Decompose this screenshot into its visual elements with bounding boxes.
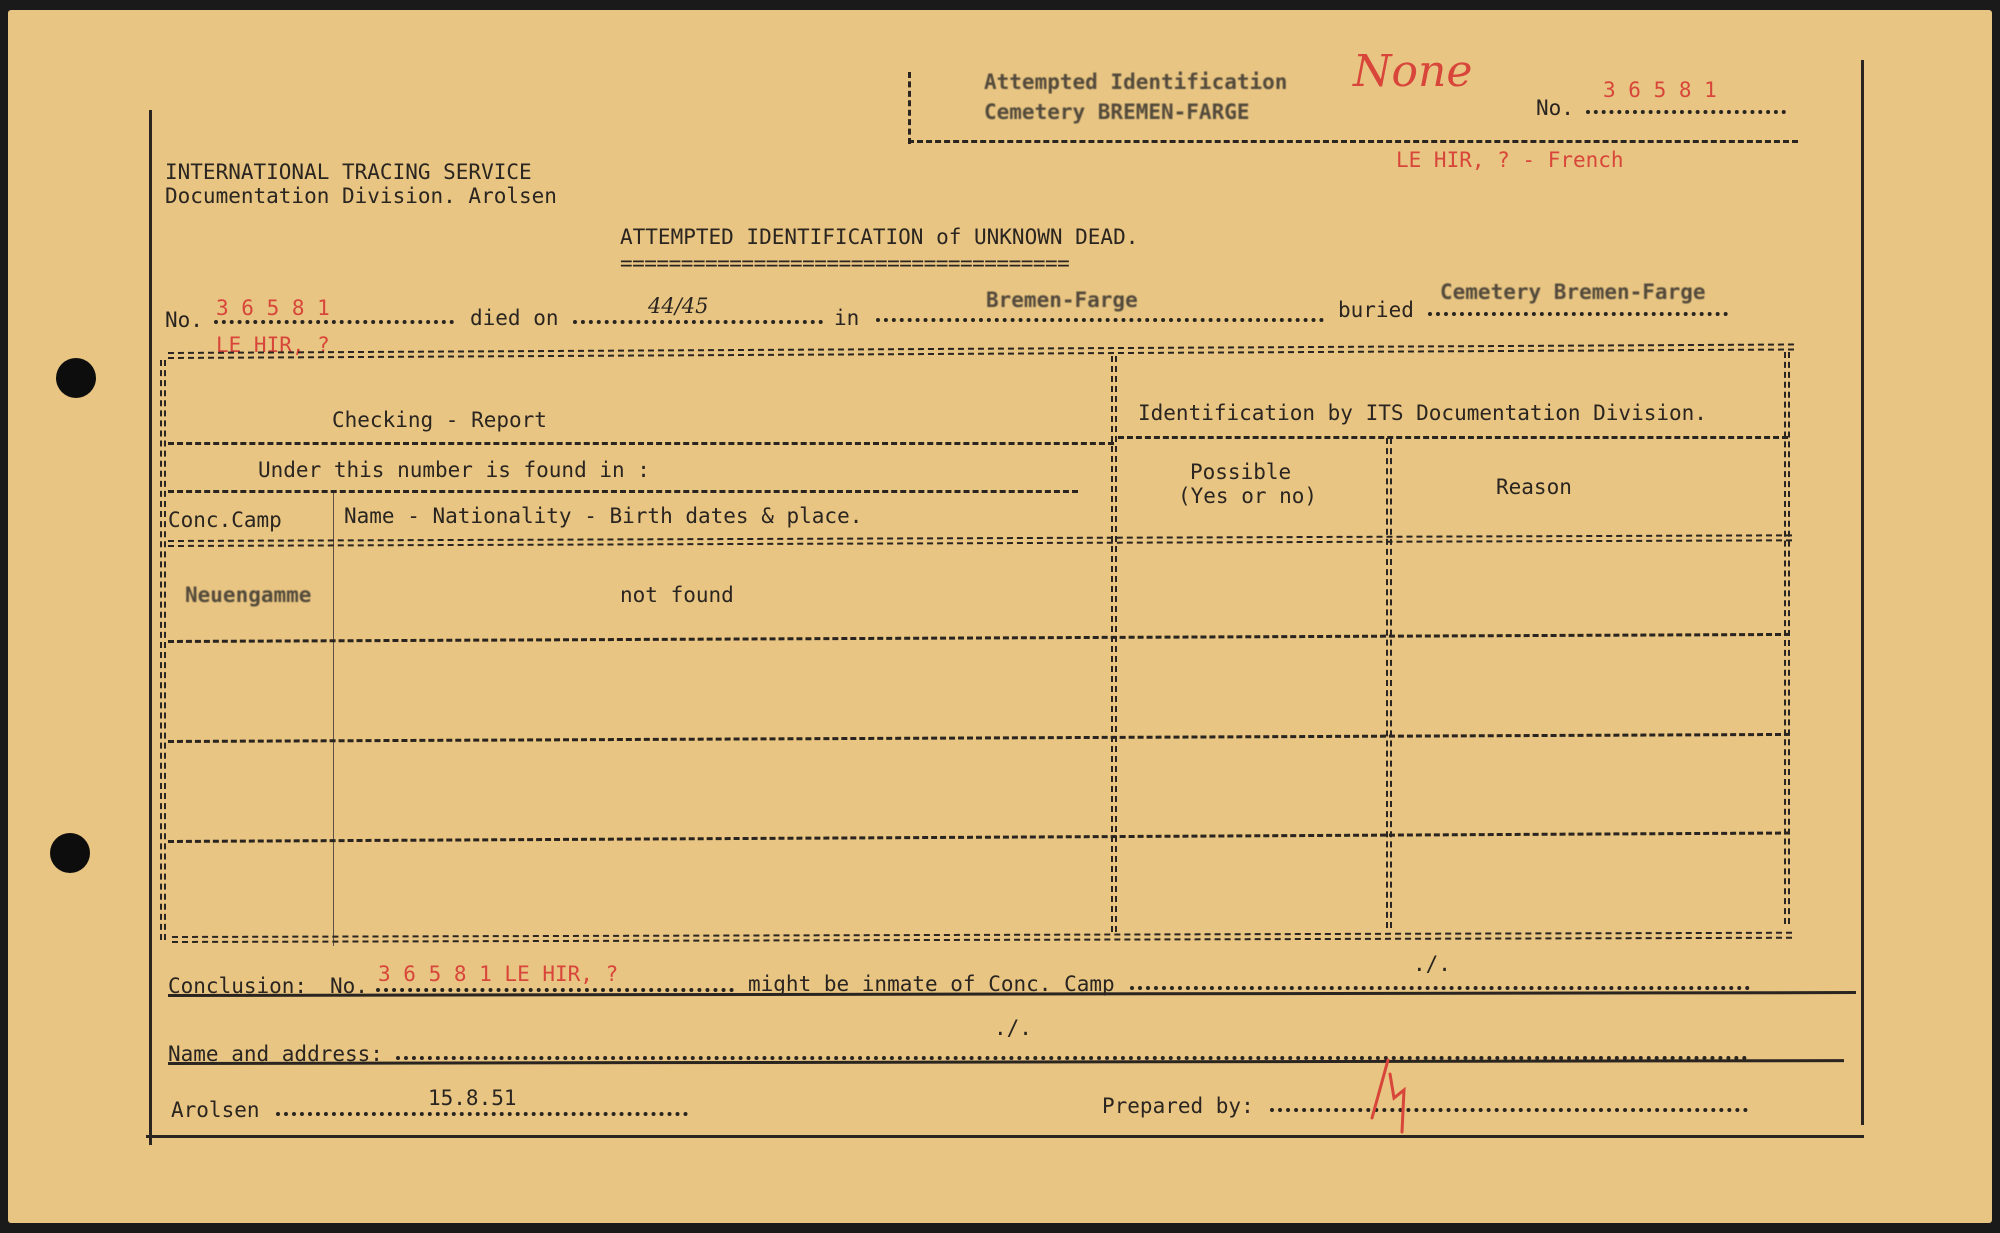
date-dots [276, 1112, 688, 1116]
record-name-value: LE HIR, ? [216, 333, 330, 357]
reason-heading: Reason [1496, 475, 1572, 499]
camp-dots [1130, 986, 1750, 990]
arolsen-label: Arolsen [171, 1098, 260, 1122]
row-rule-2 [168, 733, 1790, 743]
stamp-title: Attempted Identification [984, 70, 1288, 94]
bottom-frame-line [146, 1135, 1864, 1138]
stamp-box-left-border [908, 72, 911, 144]
table-possible-divider [1386, 438, 1392, 928]
right-frame-line [1861, 60, 1864, 1125]
stamp-no-dots [1586, 110, 1786, 114]
punch-hole-bottom [50, 833, 90, 873]
possible-heading-line-2: (Yes or no) [1178, 484, 1318, 508]
table-top-border [168, 343, 1794, 359]
conclusion-no-dots [376, 988, 734, 992]
table-bottom-border [172, 932, 1792, 943]
identification-heading: Identification by ITS Documentation Division. [1138, 401, 1707, 425]
col-camp-heading: Conc.Camp [168, 508, 282, 532]
left-frame-line [149, 110, 152, 1145]
form-title: ATTEMPTED IDENTIFICATION of UNKNOWN DEAD. [620, 225, 1139, 249]
camp-value: ./. [1413, 952, 1451, 976]
punch-hole-top [56, 358, 96, 398]
stamp-box-bottom-border [908, 140, 1798, 143]
inmate-label: might be inmate of Conc. Camp [748, 972, 1115, 996]
index-card [8, 10, 1992, 1223]
org-line-2: Documentation Division. Arolsen [165, 184, 557, 208]
place-dots [876, 318, 1324, 322]
conclusion-no-label: No. [330, 974, 368, 998]
column-header-rule [168, 534, 1792, 547]
buried-value: Cemetery Bremen-Farge [1440, 280, 1706, 304]
found-in-rule [168, 490, 1078, 493]
name-address-label: Name and address: [168, 1042, 383, 1066]
form-title-underline: ===================================== [620, 253, 1070, 274]
conclusion-no-value: 3 6 5 8 1 LE HIR, ? [378, 962, 619, 986]
col-details-heading: Name - Nationality - Birth dates & place. [344, 504, 863, 528]
org-line-1: INTERNATIONAL TRACING SERVICE [165, 160, 532, 184]
stamp-cemetery: Cemetery BREMEN-FARGE [984, 100, 1250, 124]
handwritten-note: None [1353, 46, 1473, 97]
conclusion-label: Conclusion: [168, 974, 308, 998]
table-camp-divider [333, 490, 334, 946]
table-left-border [160, 360, 166, 940]
possible-heading-line-1: Possible [1190, 460, 1292, 484]
row-rule-1 [168, 633, 1790, 643]
died-value: 44/45 [648, 294, 709, 318]
died-label: died on [470, 306, 559, 330]
row-1-camp: Neuengamme [185, 583, 312, 607]
prepared-by-label: Prepared by: [1102, 1094, 1254, 1118]
buried-dots [1428, 312, 1728, 316]
prepared-by-dots [1270, 1108, 1748, 1112]
table-header-rule-left [168, 442, 1114, 445]
checking-report-heading: Checking - Report [332, 408, 547, 432]
record-no-label: No. [165, 308, 203, 332]
table-header-rule-right [1118, 436, 1788, 439]
date-value: 15.8.51 [428, 1086, 517, 1110]
buried-label: buried [1338, 298, 1414, 322]
stamp-name-note: LE HIR, ? - French [1396, 148, 1624, 172]
in-label: in [834, 306, 860, 330]
initial-signature [1360, 1040, 1420, 1140]
record-no-value: 3 6 5 8 1 [216, 296, 330, 320]
died-dots [573, 320, 823, 324]
record-no-dots [214, 320, 454, 324]
place-value: Bremen-Farge [986, 288, 1138, 312]
stamp-no-label: No. [1536, 96, 1574, 120]
row-1-details: not found [620, 583, 734, 607]
name-address-value: ./. [994, 1016, 1032, 1040]
stamp-no-value: 3 6 5 8 1 [1603, 78, 1717, 102]
row-rule-3 [168, 832, 1790, 843]
found-in-heading: Under this number is found in : [258, 458, 650, 482]
